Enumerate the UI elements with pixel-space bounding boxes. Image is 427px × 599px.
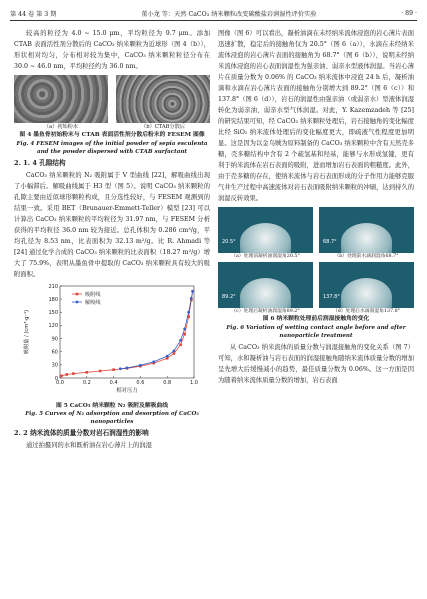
adsorption-chart	[14, 280, 210, 398]
figure-4-photos	[14, 75, 210, 131]
article-running-title: 董小龙 等：天然 CaCO₃ 纳米颗粒改变碳酸盐岩润湿性评价实验	[141, 10, 317, 18]
legend-label: 吸附线	[85, 291, 101, 298]
x-tick-label: 0.0	[56, 379, 64, 386]
data-point	[190, 296, 193, 299]
x-tick-label: 0.8	[163, 379, 172, 386]
y-tick-label: 90	[51, 335, 58, 342]
photo-b-caption: （b）CTAB分散后	[141, 124, 185, 130]
y-axis-label: 吸附量 / (cm³·g⁻¹)	[24, 309, 30, 354]
series-line-desorption	[120, 291, 192, 369]
data-point	[173, 352, 176, 355]
drop-d	[319, 262, 414, 315]
photo-b	[116, 75, 210, 131]
running-header	[10, 6, 417, 21]
plot-frame	[60, 286, 194, 378]
section-heading: 2. 1. 4 孔隙结构	[14, 158, 66, 167]
data-point	[65, 373, 68, 376]
data-point	[152, 360, 155, 363]
fig6-caption-en: Fig. 6 Variation of wetting contact angle before and after nanoparticle treatment	[226, 324, 406, 339]
x-axis-label: 相对压力	[116, 387, 138, 394]
paragraph: 较高的粒径为 4.0 ~ 15.0 μm，平均粒径为 9.7 μm。添加 CTAB 表面活性剂分散后的 CaCO₃ 纳米颗粒为近球形（图 4（b）），形状相对均匀，分布相对较为集中，CaCO₃ 纳米颗粒粒径分布在 30.0 ~ 46.0 nm，平均粒径约为 36.0 nm。	[14, 30, 210, 70]
fig5-caption-cn: 图 5 CaCO₃ 纳米颗粒 N₂ 吸附及解吸曲线	[55, 402, 169, 409]
x-tick-label: 0.6	[136, 379, 145, 386]
page-number: · 89 ·	[401, 9, 417, 17]
data-point	[183, 327, 186, 330]
data-point	[191, 289, 194, 292]
legend-marker	[76, 292, 79, 295]
data-point	[99, 369, 102, 372]
y-tick-label: 150	[48, 309, 58, 316]
drop-b	[319, 207, 414, 260]
paragraph: 通过拍摄同的水和既析油在岩心薄片上的润湿	[26, 442, 152, 449]
y-tick-label: 60	[51, 349, 58, 356]
drop-a	[218, 207, 313, 260]
droplet-image	[218, 207, 313, 253]
data-point	[179, 343, 182, 346]
paragraph: 从 CaCO₃ 纳米流体的质量分数与润湿接触角的变化关系（图 7）可知，水和凝析油与岩石表面的润湿接触角随纳米流体质量分数的增加呈先增大后缓慢减小的趋势，最佳质量分数为 0.06%。这一方面是因为随着纳米流体质量分数的增加，岩石表面	[218, 343, 414, 384]
fig5-caption-en: Fig. 5 Curves of N₂ adsorption and desorption of CaCO₃ nanoparticles	[25, 411, 199, 425]
y-tick-label: 120	[48, 322, 58, 329]
paragraph: CaCO₃ 纳米颗粒的 N₂ 吸附属于 Ⅴ 型曲线 [22]，解吸曲线出现了小幅滞后。解吸曲线属于 H3 型（图 5）。说明 CaCO₃ 纳米颗粒的孔隙主要由近似球形颗粒构成，且分选性较好，与 FESEM 观测到的结果一致。采用 BET（Brunauer-Emmett-Teller）模型 [23] 可以计算出 CaCO₃ 纳米颗粒的平均粒径为 31.97 nm，与 FESEM 分析获得的平均粒径 36.0 nm 较为接近。总孔体积为 0.286 cm³/g，平均孔径为 8.53 nm，比表面积为 32.13 m²/g。比 R. Ahmadi 等 [24] 通过化学合成的 CaCO₃ 纳米颗粒的比表面积（18.27 m²/g）增大了 75.9%，表明从墨鱼骨中提取的 CaCO₃ 纳米颗粒具有较大的吸附面积。	[14, 171, 210, 278]
data-point	[86, 371, 89, 374]
drop-c-caption: （c）处理后凝析油润湿角89.2°	[231, 309, 300, 314]
y-tick-label: 210	[48, 283, 58, 290]
sem-image-initial	[14, 75, 108, 123]
data-point	[126, 366, 129, 369]
x-tick-label: 0.4	[109, 379, 118, 386]
issue-label: 第 44 卷 第 3 期	[10, 10, 57, 18]
y-tick-label: 180	[48, 296, 58, 303]
x-tick-label: 0.2	[82, 379, 91, 386]
fig6-caption-cn: 图 6 纳米颗粒处理前后润湿接触角的变化	[262, 316, 370, 322]
angle-label: 20.5°	[222, 239, 236, 245]
angle-label: 68.7°	[323, 239, 337, 245]
x-tick-label: 1.0	[190, 379, 198, 386]
legend-marker	[76, 300, 79, 303]
paragraph: 图像（图 6）可以看出，凝析油滴在未经纳米流体浸泡的岩心薄片表面迅速扩散，稳定后的接触角仅为 20.5°（图 6（a）），水滴在未经纳米流体浸泡的岩心薄片表面的接触角为 68.7°（图 6（b）），说明未经纳米流体浸泡的岩心表面润湿性为强亲油、弱亲水型液体润湿。当岩心薄片在质量分数为 0.06% 的 CaCO₃ 纳米流体中浸泡 24 h 后，凝析油滴和水滴在岩心薄片表面的接触角分别增大到 89.2°（图 6（c））和 137.8°（图 6（d）），岩石的润湿性由强亲油（或弱亲水）型液体润湿转化为弱亲油、弱亲水型气体润湿。对此，Y. Kazemzadeh 等 [25] 的研究结果可知，经 CaCO₃ 纳米颗粒处理后，岩石接触角的变化幅度比经 SiO₂ 纳米流体处理后的变化幅度更大，即疏液气性程度更加明显。这是因为以金乌贼为原料制备的 CaCO₃ 纳米颗粒中含有天然壳多糖，壳多糖结构中含有 2 个疏氢基和羟基，能够与水形成氢键，更有利于纳米流体在岩石表面的吸附，进而增加岩石表面的粗糙度。此外，由于壳多糖的存在，使纳米流体与岩石表面形成的分子作用力能够克服气井生产过程中高速流体对岩石表面吸附纳米颗粒的冲刷，达到持久的润湿反转效果。	[218, 30, 414, 202]
data-point	[173, 349, 176, 352]
droplet-image	[218, 262, 313, 308]
y-tick-label: 30	[51, 362, 58, 369]
legend-label: 解吸线	[85, 299, 101, 306]
drop-a-caption: （a）处理前凝析油润湿角20.5°	[231, 254, 300, 259]
data-point	[60, 374, 63, 377]
sem-image-dispersed	[116, 75, 210, 123]
photo-a	[14, 75, 108, 131]
fig4-caption-en: Fig. 4 FESEM images of the initial powder of sepia esculenta and the powder dispersed with CTAB surfactant	[16, 140, 208, 155]
series-line-adsorption	[61, 291, 192, 376]
data-point	[72, 372, 75, 375]
data-point	[187, 310, 190, 313]
data-point	[112, 368, 115, 371]
y-tick-label: 0	[54, 375, 58, 382]
right-column	[218, 28, 414, 386]
droplet-image	[319, 262, 414, 308]
figure-6-images	[218, 207, 414, 315]
left-column	[14, 28, 210, 451]
drop-d-caption: （d）处理后水滴润湿角137.8°	[332, 309, 401, 314]
data-point	[119, 367, 122, 370]
droplet-image	[319, 207, 414, 253]
drop-c	[218, 262, 313, 315]
data-point	[183, 332, 186, 335]
angle-label: 137.8°	[323, 294, 340, 300]
data-point	[179, 338, 182, 341]
photo-a-caption: （a）初始粉末	[43, 124, 79, 130]
data-point	[166, 354, 169, 357]
section-heading: 2. 2 纳米流体的质量分数对岩石润湿性的影响	[14, 429, 149, 437]
drop-b-caption: （b）处理前水滴润湿角68.7°	[334, 254, 399, 259]
fig4-caption-cn: 图 4 墨鱼骨初始粉末与 CTAB 表面活性剂分散后粉末的 FESEM 图像	[19, 132, 205, 138]
data-point	[139, 363, 142, 366]
angle-label: 89.2°	[222, 294, 236, 300]
